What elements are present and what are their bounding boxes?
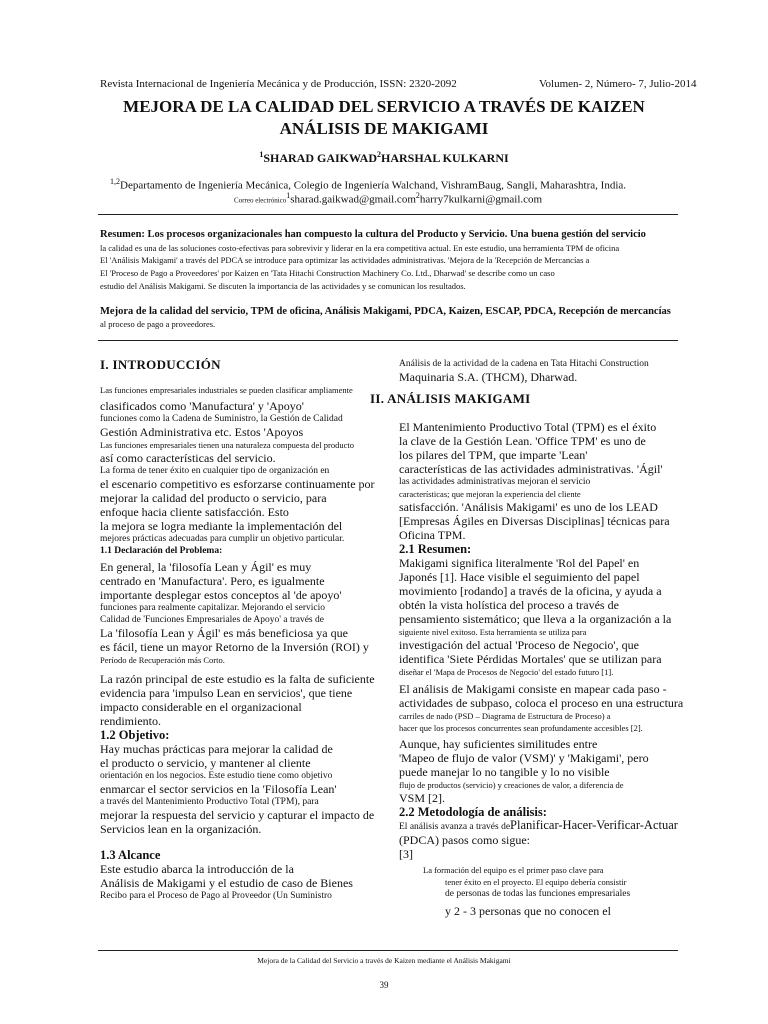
left-line: funciones para realmente capitalizar. Mejorando el servicio [100,603,325,613]
right-line: Análisis de la actividad de la cadena en Tata Hitachi Construction [399,359,649,369]
right-line: diseñar el 'Mapa de Procesos de Negocio' del estado futuro [1]. [399,667,614,677]
affiliation [110,177,626,192]
left-line: clasificados como 'Manufactura' y 'Apoyo' [100,399,304,413]
left-line: importante desplegar estos conceptos al 'de apoyo' [100,588,342,602]
left-line: Servicios lean en la organización. [100,822,262,836]
left-line: enfoque hacia cliente satisfacción. Esto [100,505,289,519]
left-line: Período de Recuperación más Corto. [100,655,225,665]
left-line: es fácil, tiene un mayor Retorno de la Inversión (ROI) y [100,640,369,654]
left-line: así como características del servicio. [100,451,276,465]
right-line: [3] [399,847,413,861]
right-line: 'Mapeo de flujo de valor (VSM)' y 'Makigami', pero [399,751,649,765]
right-line: La formación del equipo es el primer paso clave para [423,865,604,875]
paper-title-line2: ANÁLISIS DE MAKIGAMI [279,119,489,138]
right-line: [Empresas Ágiles en Diversas Disciplinas] técnicas para [399,514,670,528]
paper-title-line1: MEJORA DE LA CALIDAD DEL SERVICIO A TRAVÉS DE KAIZEN [123,97,645,116]
affiliation-sup: 1,2 [110,177,120,186]
left-line: Este estudio abarca la introducción de la [100,862,294,876]
subsection-2-1-heading: 2.1 Resumen: [399,542,472,556]
right-line: hacer que los procesos concurrentes sean profundamente accesibles [2]. [399,723,643,733]
authors [0,150,768,166]
right-line: de personas de todas las funciones empresariales [445,889,631,899]
left-line: mejorar la calidad del producto o servicio, para [100,491,327,505]
subsection-1-2-heading: 1.2 Objetivo: [100,728,170,742]
right-line: identifica 'Siete Pérdidas Mortales' que se utilizan para [399,652,662,666]
left-line: Hay muchas prácticas para mejorar la calidad de [100,742,333,756]
right-column [370,358,687,918]
left-line: En general, la 'filosofía Lean y Ágil' es muy [100,560,312,574]
pdca-phrase: Planificar-Hacer-Verificar-Actuar [510,818,678,832]
email2[interactable]: harry7kulkarni@gmail.com [419,193,543,206]
left-line: impacto considerable en el organizacional [100,700,302,714]
left-line: Gestión Administrativa etc. Estos 'Apoyos [100,425,304,439]
left-line: centrado en 'Manufactura'. Pero, es igualmente [100,574,325,588]
subsection-1-1-heading: 1.1 Declaración del Problema: [100,546,223,556]
left-line: Calidad de 'Funciones Empresariales de Apoyo' a través de [100,615,324,625]
affiliation-text: Departamento de Ingeniería Mecánica, Colegio de Ingeniería Walchand, VishramBaug, Sangli, Maharashtra, India. [120,179,627,192]
right-line: carriles de nado (PSD – Diagrama de Estructura de Proceso) a [399,711,611,721]
right-line: pensamiento sistemático; que lleva a la organización a la [399,612,672,626]
page-number: 39 [379,980,389,990]
left-line: Análisis de Makigami y el estudio de caso de Bienes [100,876,353,890]
right-line: Maquinaria S.A. (THCM), Dharwad. [399,370,578,384]
subsection-1-3-heading: 1.3 Alcance [100,848,161,862]
left-line: enmarcar el sector servicios en la 'Filosofía Lean' [100,782,337,796]
right-line: VSM [2]. [399,791,446,805]
footer-divider [98,950,678,951]
keywords-line2: al proceso de pago a proveedores. [100,319,216,329]
section-intro-heading: I. INTRODUCCIÓN [100,357,221,372]
left-line: La 'filosofía Lean y Ágil' es más beneficiosa ya que [100,626,348,640]
abstract-line4: El 'Proceso de Pago a Proveedores' por Kaizen en 'Tata Hitachi Construction Machinery Co. Ltd., Dharwad' se describe como un caso [100,268,555,278]
left-line: Recibo para el Proceso de Pago al Proveedor (Un Suministro [100,891,332,901]
right-line: actividades de subpaso, coloca el proceso en una estructura [399,696,684,710]
left-line: Las funciones empresariales tienen una naturaleza compuesta del producto [100,440,354,450]
right-line: obtén la vista holística del proceso a través de [399,598,619,612]
left-line: el escenario competitivo es esforzarse continuamente por [100,477,375,491]
left-line: a través del Mantenimiento Productivo Total (TPM), para [100,797,319,807]
right-line: flujo de productos (servicio) y creaciones de valor, a diferencia de [399,780,624,790]
right-line: Japonés [1]. Hace visible el seguimiento del papel [399,570,640,584]
left-line: la mejora se logra mediante la implementación del [100,519,343,533]
right-line: las actividades administrativas mejoran el servicio [399,477,591,487]
right-line: movimiento [rodando] a través de la oficina, y ayuda a [399,584,662,598]
left-line: evidencia para 'impulso Lean en servicios', que tiene [100,686,353,700]
keywords-divider [98,340,678,341]
email1-sup: 1 [286,191,291,200]
right-line: características de las actividades administrativas. 'Ágil' [399,462,663,476]
header-divider [98,214,678,215]
abstract-line2: la calidad es una de las soluciones costo-efectivas para sobrevivir y liderar en la era competitiva actual. En este estudio, una herramienta TPM de oficina [100,243,620,253]
right-line: la clave de la Gestión Lean. 'Office TPM' es uno de [399,434,646,448]
keywords-line1: Mejora de la calidad del servicio, TPM de oficina, Análisis Makigami, PDCA, Kaizen, ESCAP, PDCA, Recepción de mercancías [100,306,671,317]
left-line: funciones como la Cadena de Suministro, la Gestión de Calidad [100,414,343,424]
abstract-line1: Resumen: Los procesos organizacionales han compuesto la cultura del Producto y Servicio. Una buena gestión del servicio [100,229,646,240]
author1-name: SHARAD GAIKWAD [263,151,377,165]
right-line: y 2 - 3 personas que no conocen el [445,904,611,918]
journal-header: Revista Internacional de Ingeniería Mecánica y de Producción, ISSN: 2320-2092 [100,78,457,90]
email2-sup: 2 [415,191,420,200]
right-line: investigación del actual 'Proceso de Negocio', que [399,638,639,652]
right-line: características; que mejoran la experiencia del cliente [399,489,581,499]
right-line: los pilares del TPM, que imparte 'Lean' [399,448,588,462]
right-line: siguiente nivel exitoso. Esta herramienta se utiliza para [399,627,587,637]
volume-header: Volumen- 2, Número- 7, Julio-2014 [539,78,697,90]
right-line: tener éxito en el proyecto. El equipo debería consistir [445,877,627,887]
running-footer: Mejora de la Calidad del Servicio a través de Kaizen mediante el Análisis Makigami [257,956,511,965]
emails [234,191,542,206]
author2-name: HARSHAL KULKARNI [381,151,509,165]
right-line: Makigami significa literalmente 'Rol del Papel' en [399,556,640,570]
left-line: rendimiento. [100,714,161,728]
left-line: La razón principal de este estudio es la falta de suficiente [100,672,375,686]
left-column [100,358,388,902]
right-line: satisfacción. 'Análisis Makigami' es uno de los LEAD [399,500,658,514]
section-makigami-heading: II. ANÁLISIS MAKIGAMI [370,391,531,406]
right-line: Oficina TPM. [399,528,466,542]
right-line: El análisis de Makigami consiste en mapear cada paso - [399,682,667,696]
left-line: orientación en los negocios. Este estudio tiene como objetivo [100,771,333,781]
abstract-line5: estudio del Análisis Makigami. Se discuten la importancia de las actividades y se comunican los resultados. [100,281,466,291]
subsection-2-2-heading: 2.2 Metodología de análisis: [399,805,547,819]
analysis-intro: El análisis avanza a través de [399,822,511,832]
email1[interactable]: sharad.gaikwad@gmail.com [290,193,416,206]
left-line: mejorar la respuesta del servicio y capturar el impacto de [100,808,375,822]
right-line: puede manejar lo no tangible y lo no visible [399,765,610,779]
left-line: el producto o servicio, y mantener al cliente [100,756,311,770]
author1-sup: 1 [259,150,264,159]
abstract-line3: El 'Análisis Makigami' a través del PDCA se introduce para optimizar las actividades administrativas. 'Mejora de la 'Recepción de Mercancías a [100,255,590,265]
right-line: Aunque, hay suficientes similitudes entre [399,737,598,751]
right-line [399,819,687,833]
right-line: (PDCA) pasos como sigue: [399,833,530,847]
email-label: Correo electrónico [234,196,287,205]
left-line: mejores prácticas adecuadas para cumplir un objetivo particular. [100,534,345,544]
author2-sup: 2 [377,150,381,159]
left-line: Las funciones empresariales industriales se pueden clasificar ampliamente [100,385,353,395]
right-line: El Mantenimiento Productivo Total (TPM) es el éxito [399,420,657,434]
left-line: La forma de tener éxito en cualquier tipo de organización en [100,466,330,476]
